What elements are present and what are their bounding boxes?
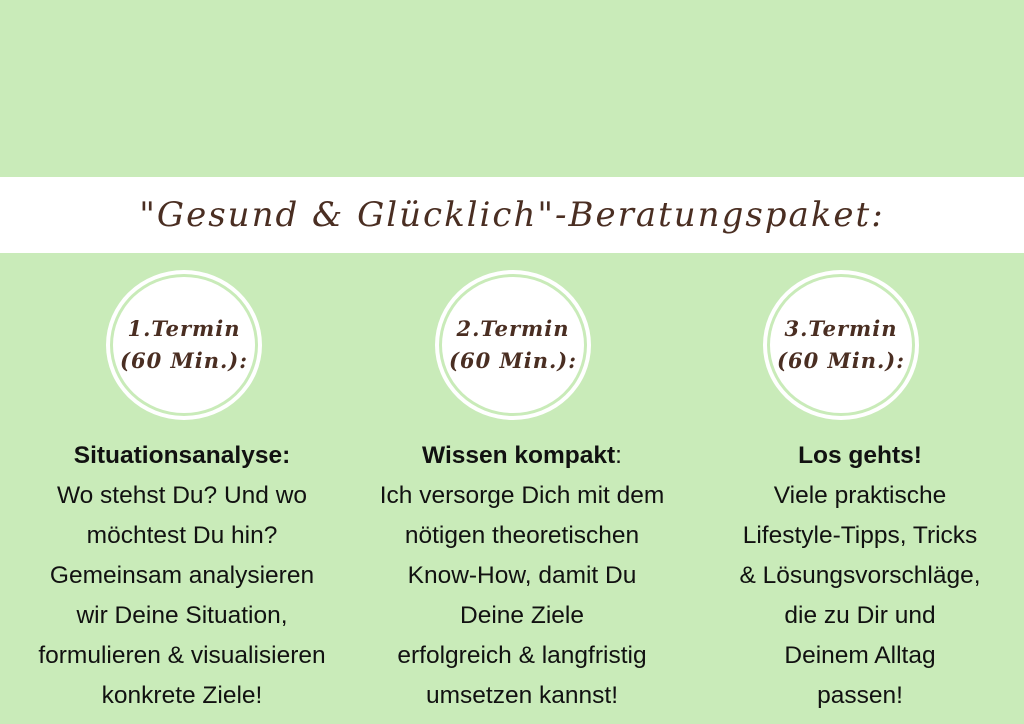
title-banner — [0, 177, 1024, 253]
termin-label: 3.Termin — [784, 316, 898, 341]
desc-line: Ich versorge Dich mit dem — [379, 482, 665, 509]
badge-label — [106, 270, 262, 420]
desc-line: & Lösungsvorschläge, — [739, 562, 981, 589]
desc-line: konkrete Ziele! — [101, 682, 263, 709]
step-1-description — [12, 436, 352, 716]
duration-label: (60 Min.): — [120, 348, 248, 373]
step-heading-suffix: : — [615, 442, 622, 469]
desc-line: formulieren & visualisieren — [38, 642, 326, 669]
termin-label: 2.Termin — [456, 316, 570, 341]
desc-line: Gemeinsam analysieren — [49, 562, 315, 589]
badge-label — [763, 270, 919, 420]
desc-line: passen! — [817, 682, 903, 709]
desc-line: Deine Ziele — [460, 602, 584, 629]
step-heading: Los gehts! — [798, 442, 922, 469]
desc-line: die zu Dir und — [784, 602, 936, 629]
step-2-badge — [435, 270, 591, 420]
termin-label: 1.Termin — [127, 316, 241, 341]
desc-line: Know-How, damit Du — [407, 562, 637, 589]
desc-line: umsetzen kannst! — [425, 682, 619, 709]
step-heading-row — [352, 436, 692, 476]
desc-line: wir Deine Situation, — [76, 602, 288, 629]
step-3-description — [690, 436, 1024, 716]
desc-line: Wo stehst Du? Und wo — [56, 482, 308, 509]
desc-line: nötigen theoretischen — [404, 522, 640, 549]
step-1-badge — [106, 270, 262, 420]
badge-label — [435, 270, 591, 420]
page-title: "Gesund & Glücklich"-Beratungspaket: — [139, 195, 885, 235]
step-heading: Wissen kompakt — [422, 442, 616, 469]
duration-label: (60 Min.): — [777, 348, 905, 373]
step-heading: Situationsanalyse: — [73, 442, 291, 469]
desc-line: möchtest Du hin? — [86, 522, 278, 549]
desc-line: Viele praktische — [773, 482, 947, 509]
step-3-badge — [763, 270, 919, 420]
step-2-description — [352, 436, 692, 716]
duration-label: (60 Min.): — [449, 348, 577, 373]
desc-line: Lifestyle-Tipps, Tricks — [742, 522, 978, 549]
desc-line: erfolgreich & langfristig — [397, 642, 647, 669]
desc-line: Deinem Alltag — [784, 642, 936, 669]
